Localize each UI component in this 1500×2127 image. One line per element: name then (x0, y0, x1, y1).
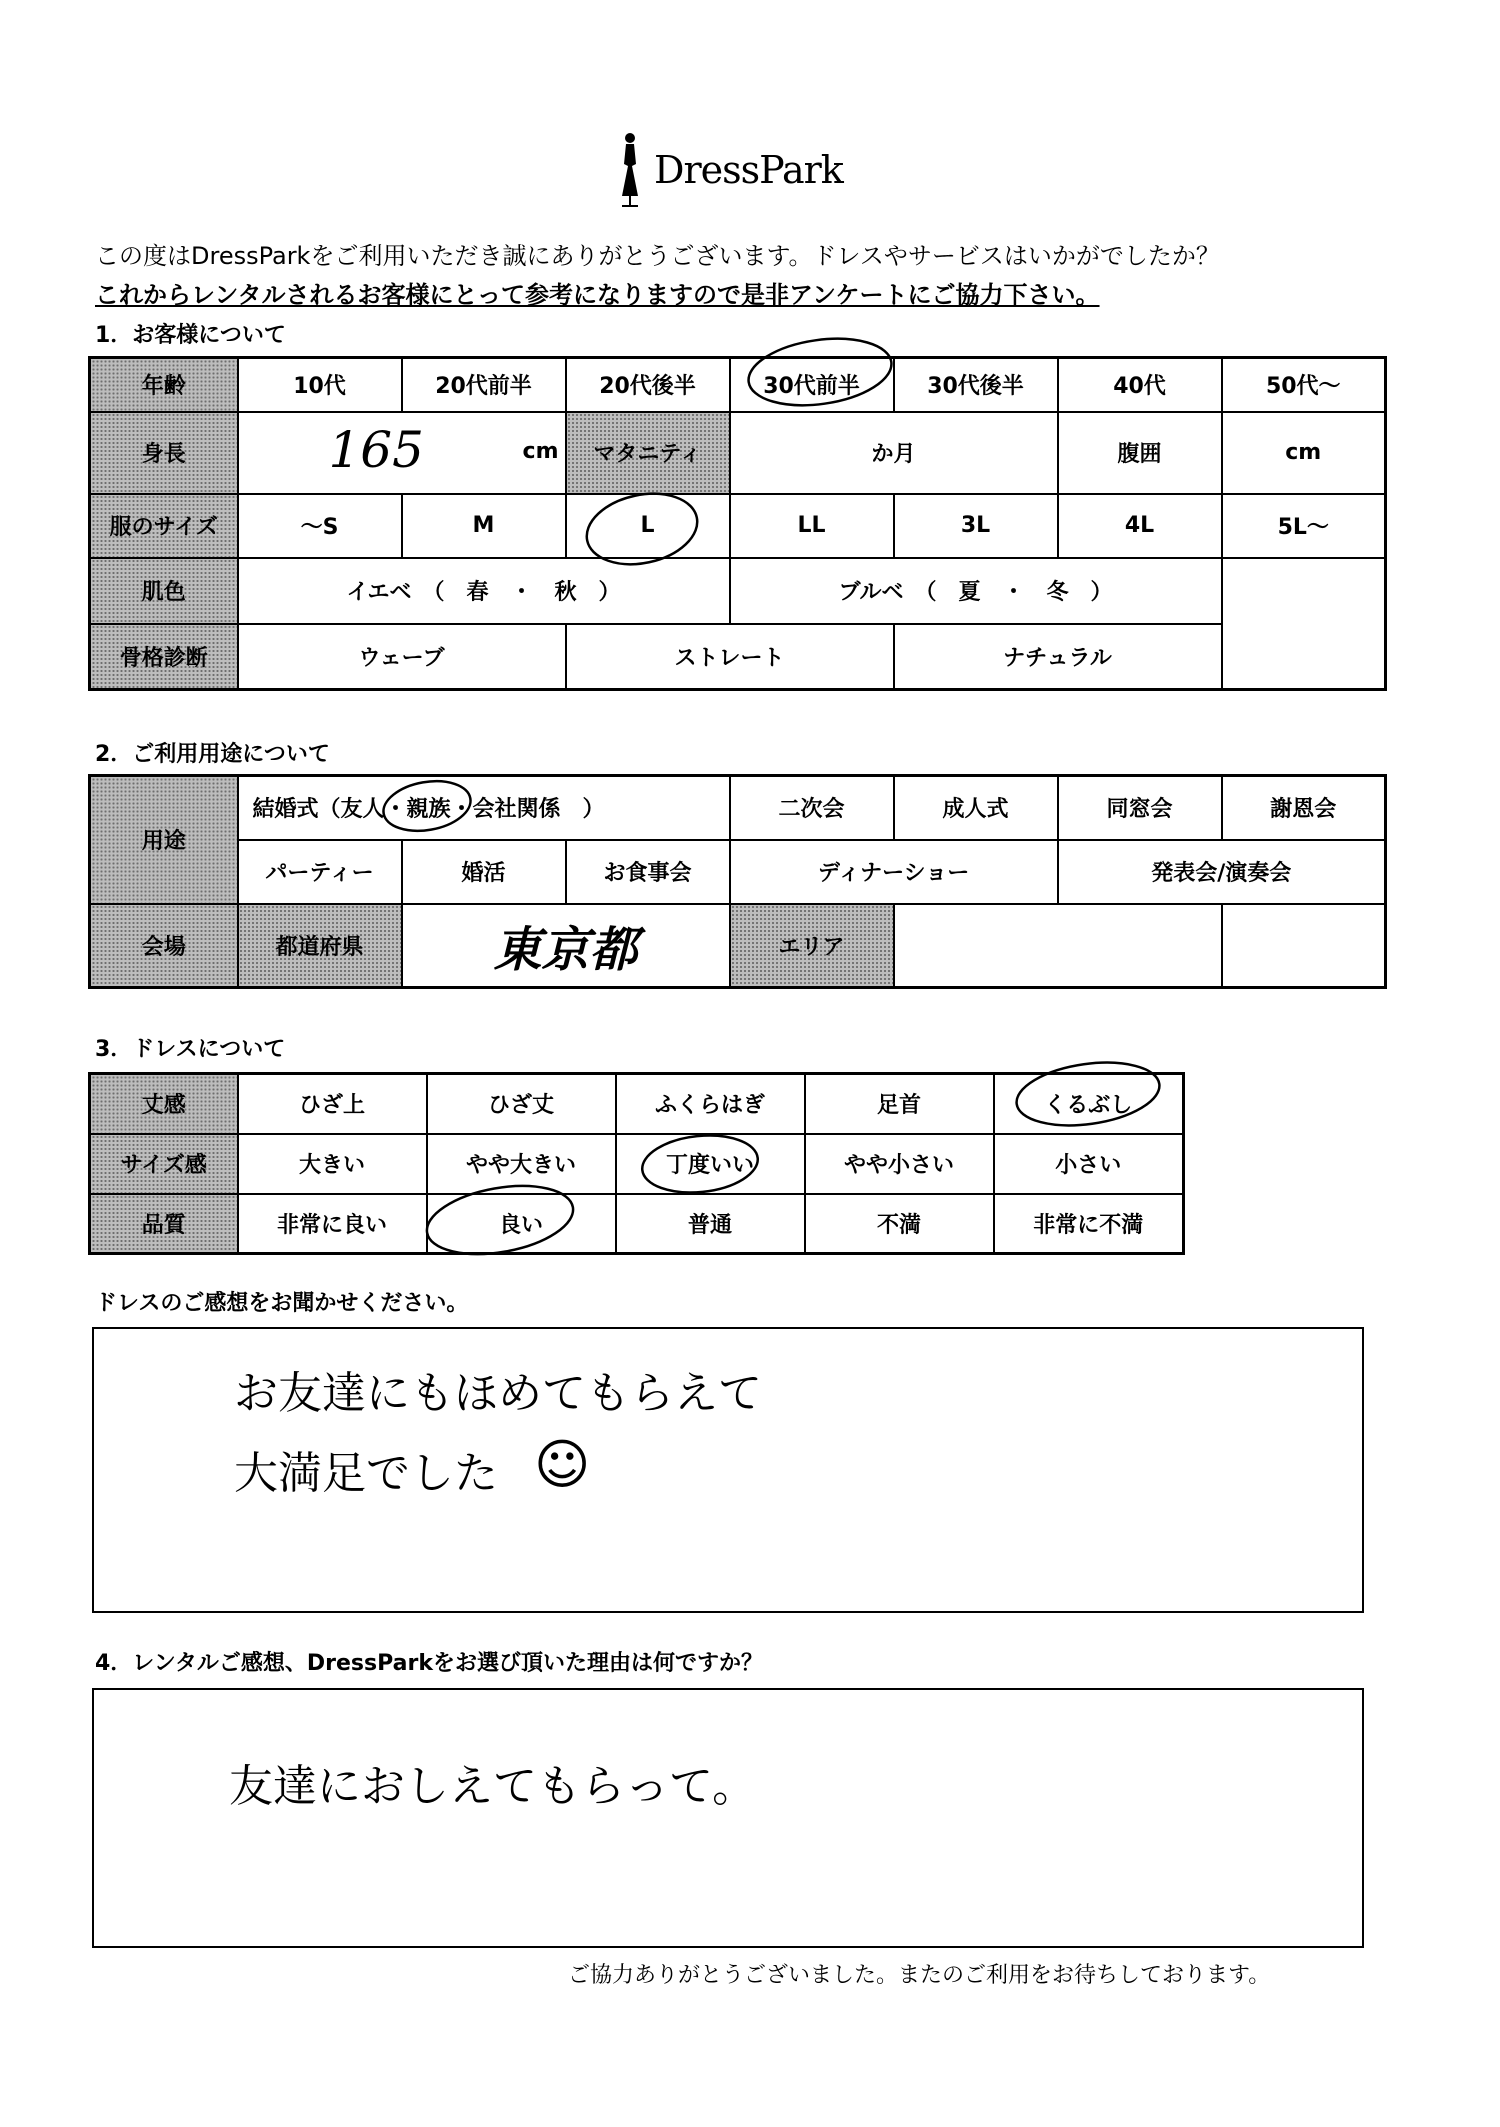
purpose-option[interactable]: 発表会/演奏会 (1058, 840, 1386, 904)
age-row (90, 358, 1386, 412)
size-option[interactable]: 5L～ (1222, 494, 1386, 558)
age-option[interactable]: 50代～ (1222, 358, 1386, 412)
smiley-icon: ☺ (534, 1433, 591, 1496)
wedding-option[interactable] (238, 776, 730, 840)
quality-row (90, 1194, 1184, 1254)
length-option[interactable]: ふくらはぎ (616, 1074, 805, 1134)
height-row (90, 412, 1386, 494)
blank-cell (1222, 558, 1386, 624)
prefecture-label: 都道府県 (238, 904, 402, 988)
blank-cell (1222, 624, 1386, 690)
blank-cell (1222, 904, 1386, 988)
reason-answer: 友達におしえてもらって。 (229, 1761, 757, 1812)
area-label: エリア (730, 904, 894, 988)
length-option[interactable]: ひざ上 (238, 1074, 427, 1134)
skeleton-row (90, 624, 1386, 690)
reason-box[interactable] (92, 1688, 1364, 1948)
quality-label: 品質 (90, 1194, 238, 1254)
length-option[interactable]: ひざ丈 (427, 1074, 616, 1134)
section2-title: 2．ご利用用途について (95, 742, 330, 767)
age-option[interactable]: 30代後半 (894, 358, 1058, 412)
logo-text: DressPark (654, 148, 843, 192)
fit-option[interactable]: やや小さい (805, 1134, 994, 1194)
quality-option[interactable]: 非常に良い (238, 1194, 427, 1254)
customer-table (88, 356, 1387, 691)
dress-table (88, 1072, 1185, 1255)
wedding-label: 結婚式（ (252, 797, 341, 823)
purpose-option[interactable]: ディナーショー (730, 840, 1058, 904)
purpose-row-1 (90, 776, 1386, 840)
skeleton-option[interactable]: ストレート (566, 624, 894, 690)
dress-comment-line1: お友達にもほめてもらえて (234, 1368, 762, 1419)
waist-label: 腹囲 (1058, 412, 1222, 494)
section1-title: 1．お客様について (95, 323, 286, 348)
wedding-others: ・親族・会社関係 ） (384, 797, 605, 823)
venue-row (90, 904, 1386, 988)
dresspark-logo (610, 130, 870, 210)
quality-option[interactable]: 非常に不満 (994, 1194, 1184, 1254)
purpose-option[interactable]: パーティー (238, 840, 402, 904)
size-label: 服のサイズ (90, 494, 238, 558)
skeleton-option[interactable]: ウェーブ (238, 624, 566, 690)
age-option[interactable]: 20代後半 (566, 358, 730, 412)
fit-option[interactable]: 大きい (238, 1134, 427, 1194)
purpose-option[interactable]: 二次会 (730, 776, 894, 840)
fit-option[interactable]: 小さい (994, 1134, 1184, 1194)
quality-option[interactable]: 普通 (616, 1194, 805, 1254)
purpose-row-2 (90, 840, 1386, 904)
maternity-label: マタニティ (566, 412, 730, 494)
age-option-selected[interactable]: 30代前半 (730, 358, 894, 412)
size-option[interactable]: 4L (1058, 494, 1222, 558)
prefecture-value[interactable]: 東京都 (402, 904, 730, 988)
length-row (90, 1074, 1184, 1134)
length-option[interactable]: 足首 (805, 1074, 994, 1134)
intro-request: これからレンタルされるお客様にとって参考になりますので是非アンケートにご協力下さい。 (95, 281, 1100, 309)
purpose-option[interactable]: お食事会 (566, 840, 730, 904)
dress-comment-box[interactable] (92, 1327, 1364, 1613)
skin-row (90, 558, 1386, 624)
section4-title: 4．レンタルご感想、DressParkをお選び頂いた理由は何ですか？ (95, 1651, 763, 1676)
length-label: 丈感 (90, 1074, 238, 1134)
size-option[interactable]: 3L (894, 494, 1058, 558)
size-option[interactable]: LL (730, 494, 894, 558)
size-option[interactable]: ～S (238, 494, 402, 558)
height-value: 165 (328, 420, 424, 479)
height-unit: cm (522, 438, 559, 464)
purpose-option[interactable]: 成人式 (894, 776, 1058, 840)
dress-comment-prompt: ドレスのご感想をお聞かせください。 (95, 1291, 469, 1316)
maternity-months[interactable]: か月 (730, 412, 1058, 494)
friend-option-selected[interactable]: 友人 (340, 797, 385, 823)
intro-text: この度はDressParkをご利用いただき誠にありがとうございます。ドレスやサービスはいかがでしたか？ (95, 242, 1220, 270)
fit-option[interactable]: やや大きい (427, 1134, 616, 1194)
waist-unit[interactable]: cm (1222, 412, 1386, 494)
fit-option-selected[interactable]: 丁度いい (616, 1134, 805, 1194)
footer-thanks: ご協力ありがとうございました。またのご利用をお待ちしております。 (568, 1963, 1271, 1988)
venue-label: 会場 (90, 904, 238, 988)
quality-option[interactable]: 不満 (805, 1194, 994, 1254)
length-option-selected[interactable]: くるぶし (994, 1074, 1184, 1134)
height-label: 身長 (90, 412, 238, 494)
age-option[interactable]: 20代前半 (402, 358, 566, 412)
size-option-selected[interactable]: L (566, 494, 730, 558)
skeleton-option[interactable]: ナチュラル (894, 624, 1222, 690)
dress-comment-line2: 大満足でした (234, 1448, 498, 1499)
purpose-label: 用途 (90, 776, 238, 904)
purpose-table (88, 774, 1387, 989)
dress-figure-icon (610, 130, 650, 210)
skin-yellow-option[interactable]: イエベ （ 春 ・ 秋 ） (238, 558, 730, 624)
section3-title: 3．ドレスについて (95, 1037, 286, 1062)
age-option[interactable]: 40代 (1058, 358, 1222, 412)
age-option[interactable]: 10代 (238, 358, 402, 412)
purpose-option[interactable]: 謝恩会 (1222, 776, 1386, 840)
size-row (90, 494, 1386, 558)
height-field[interactable] (238, 412, 566, 494)
age-label: 年齢 (90, 358, 238, 412)
skeleton-label: 骨格診断 (90, 624, 238, 690)
fit-row (90, 1134, 1184, 1194)
purpose-option[interactable]: 婚活 (402, 840, 566, 904)
skin-label: 肌色 (90, 558, 238, 624)
fit-label: サイズ感 (90, 1134, 238, 1194)
area-value[interactable] (894, 904, 1222, 988)
skin-blue-option[interactable]: ブルベ （ 夏 ・ 冬 ） (730, 558, 1222, 624)
quality-option-selected[interactable]: 良い (427, 1194, 616, 1254)
purpose-option[interactable]: 同窓会 (1058, 776, 1222, 840)
size-option[interactable]: M (402, 494, 566, 558)
